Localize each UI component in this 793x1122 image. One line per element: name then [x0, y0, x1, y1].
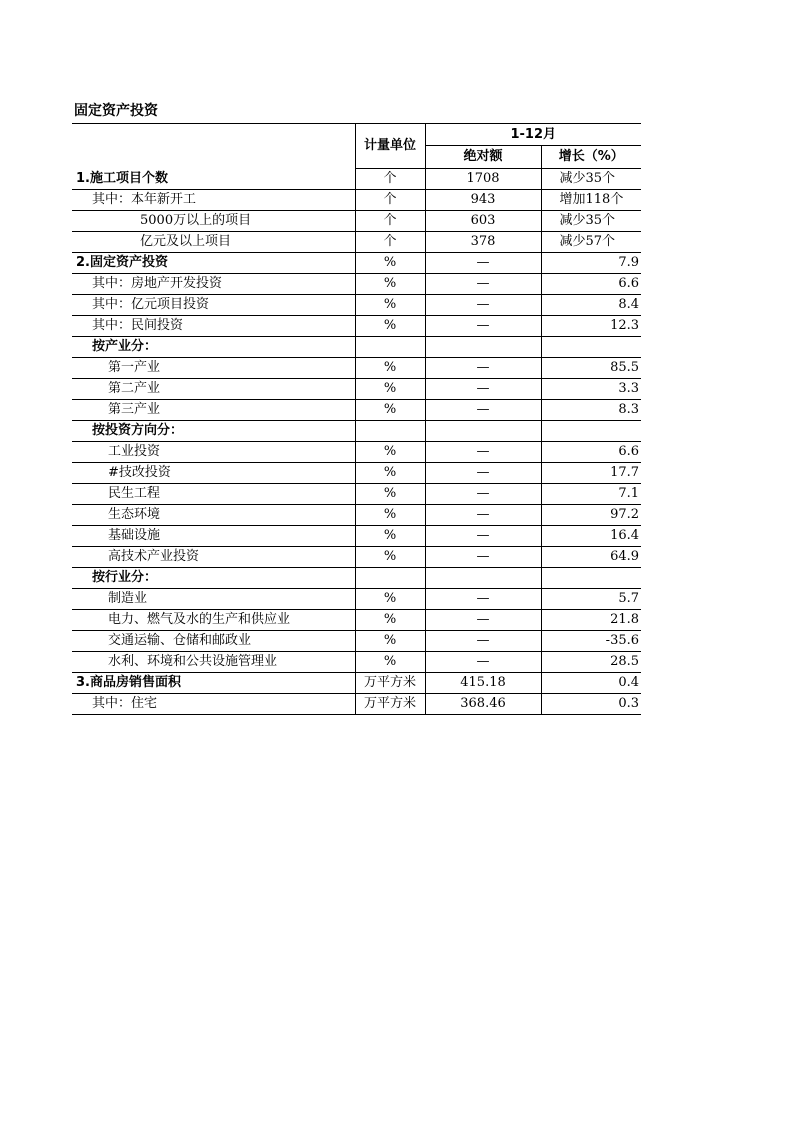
row-unit: % — [355, 463, 425, 484]
header-row — [72, 124, 641, 146]
row-unit: 个 — [355, 169, 425, 190]
row-growth: 减少35个 — [541, 211, 641, 232]
table-row — [72, 295, 641, 316]
row-unit: % — [355, 274, 425, 295]
row-absolute: 603 — [425, 211, 541, 232]
table-row — [72, 673, 641, 694]
row-absolute: — — [425, 526, 541, 547]
header-unit: 计量单位 — [355, 124, 425, 169]
row-absolute — [425, 421, 541, 442]
row-growth: 17.7 — [541, 463, 641, 484]
row-unit: % — [355, 442, 425, 463]
section-heading: 按投资方向分： — [72, 421, 355, 442]
row-growth: 6.6 — [541, 274, 641, 295]
statistics-table — [72, 123, 641, 715]
table-row — [72, 316, 641, 337]
row-name: 水利、环境和公共设施管理业 — [72, 652, 355, 673]
row-name: 制造业 — [72, 589, 355, 610]
row-name: 其中：本年新开工 — [72, 190, 355, 211]
row-growth: 0.3 — [541, 694, 641, 715]
row-absolute — [425, 568, 541, 589]
row-name: 民生工程 — [72, 484, 355, 505]
table-row — [72, 190, 641, 211]
row-growth: 28.5 — [541, 652, 641, 673]
row-name: 第三产业 — [72, 400, 355, 421]
row-growth: 8.4 — [541, 295, 641, 316]
table-row — [72, 526, 641, 547]
row-absolute: — — [425, 316, 541, 337]
row-name: 亿元及以上项目 — [72, 232, 355, 253]
row-absolute: — — [425, 505, 541, 526]
row-growth: 8.3 — [541, 400, 641, 421]
table-row — [72, 253, 641, 274]
row-unit: 个 — [355, 211, 425, 232]
table-row — [72, 463, 641, 484]
row-unit — [355, 568, 425, 589]
row-absolute: — — [425, 589, 541, 610]
row-absolute: — — [425, 631, 541, 652]
section-row — [72, 421, 641, 442]
row-growth: 0.4 — [541, 673, 641, 694]
row-unit: % — [355, 631, 425, 652]
row-growth: 6.6 — [541, 442, 641, 463]
row-growth — [541, 568, 641, 589]
row-name: 1.施工项目个数 — [72, 169, 355, 190]
row-absolute: — — [425, 652, 541, 673]
row-absolute: — — [425, 400, 541, 421]
table-row — [72, 484, 641, 505]
page-title: 固定资产投资 — [74, 103, 158, 119]
table-row — [72, 211, 641, 232]
row-growth: 减少57个 — [541, 232, 641, 253]
row-unit: 万平方米 — [355, 673, 425, 694]
row-unit: % — [355, 526, 425, 547]
row-name: 其中：住宅 — [72, 694, 355, 715]
row-growth: 12.3 — [541, 316, 641, 337]
header-name-cell — [72, 124, 355, 169]
row-growth: 97.2 — [541, 505, 641, 526]
row-growth: 16.4 — [541, 526, 641, 547]
row-growth: 增加118个 — [541, 190, 641, 211]
row-unit: % — [355, 589, 425, 610]
row-unit: % — [355, 547, 425, 568]
row-unit — [355, 337, 425, 358]
row-unit: % — [355, 484, 425, 505]
row-unit: % — [355, 610, 425, 631]
row-name: 其中：房地产开发投资 — [72, 274, 355, 295]
row-growth — [541, 337, 641, 358]
row-name: 电力、燃气及水的生产和供应业 — [72, 610, 355, 631]
row-absolute: — — [425, 463, 541, 484]
row-name: #技改投资 — [72, 463, 355, 484]
table-row — [72, 505, 641, 526]
row-name: 高技术产业投资 — [72, 547, 355, 568]
row-unit: % — [355, 652, 425, 673]
table-row — [72, 358, 641, 379]
header-absolute: 绝对额 — [425, 146, 541, 169]
row-absolute: — — [425, 442, 541, 463]
row-absolute: — — [425, 610, 541, 631]
table-row — [72, 169, 641, 190]
row-unit: % — [355, 400, 425, 421]
section-row — [72, 568, 641, 589]
row-name: 基础设施 — [72, 526, 355, 547]
row-name: 2.固定资产投资 — [72, 253, 355, 274]
row-absolute: — — [425, 547, 541, 568]
row-unit: % — [355, 253, 425, 274]
row-unit: 个 — [355, 190, 425, 211]
row-growth: 减少35个 — [541, 169, 641, 190]
row-name: 第二产业 — [72, 379, 355, 400]
table-row — [72, 589, 641, 610]
row-unit: % — [355, 358, 425, 379]
section-row — [72, 337, 641, 358]
row-absolute: — — [425, 484, 541, 505]
row-absolute: — — [425, 253, 541, 274]
row-growth: -35.6 — [541, 631, 641, 652]
row-absolute: 943 — [425, 190, 541, 211]
row-growth: 7.9 — [541, 253, 641, 274]
row-unit: % — [355, 379, 425, 400]
section-heading: 按产业分： — [72, 337, 355, 358]
row-unit — [355, 421, 425, 442]
table-row — [72, 547, 641, 568]
row-absolute: — — [425, 379, 541, 400]
row-growth: 85.5 — [541, 358, 641, 379]
row-name: 第一产业 — [72, 358, 355, 379]
row-unit: 个 — [355, 232, 425, 253]
row-unit: % — [355, 505, 425, 526]
row-growth: 64.9 — [541, 547, 641, 568]
row-name: 5000万以上的项目 — [72, 211, 355, 232]
row-unit: % — [355, 316, 425, 337]
header-growth: 增长（%） — [541, 146, 641, 169]
table-row — [72, 610, 641, 631]
row-absolute: 368.46 — [425, 694, 541, 715]
row-growth: 3.3 — [541, 379, 641, 400]
row-name: 3.商品房销售面积 — [72, 673, 355, 694]
section-heading: 按行业分： — [72, 568, 355, 589]
row-unit: % — [355, 295, 425, 316]
row-absolute: — — [425, 358, 541, 379]
row-name: 交通运输、仓储和邮政业 — [72, 631, 355, 652]
table-row — [72, 379, 641, 400]
row-absolute: — — [425, 274, 541, 295]
table-row — [72, 652, 641, 673]
row-growth — [541, 421, 641, 442]
table-row — [72, 694, 641, 715]
row-absolute: — — [425, 295, 541, 316]
row-unit: 万平方米 — [355, 694, 425, 715]
row-name: 工业投资 — [72, 442, 355, 463]
row-absolute — [425, 337, 541, 358]
table-row — [72, 274, 641, 295]
row-absolute: 378 — [425, 232, 541, 253]
table-row — [72, 442, 641, 463]
row-absolute: 415.18 — [425, 673, 541, 694]
row-name: 生态环境 — [72, 505, 355, 526]
row-absolute: 1708 — [425, 169, 541, 190]
row-name: 其中：亿元项目投资 — [72, 295, 355, 316]
header-period: 1-12月 — [425, 124, 641, 146]
row-growth: 7.1 — [541, 484, 641, 505]
row-growth: 21.8 — [541, 610, 641, 631]
table-row — [72, 631, 641, 652]
table-row — [72, 400, 641, 421]
row-name: 其中：民间投资 — [72, 316, 355, 337]
row-growth: 5.7 — [541, 589, 641, 610]
table-row — [72, 232, 641, 253]
